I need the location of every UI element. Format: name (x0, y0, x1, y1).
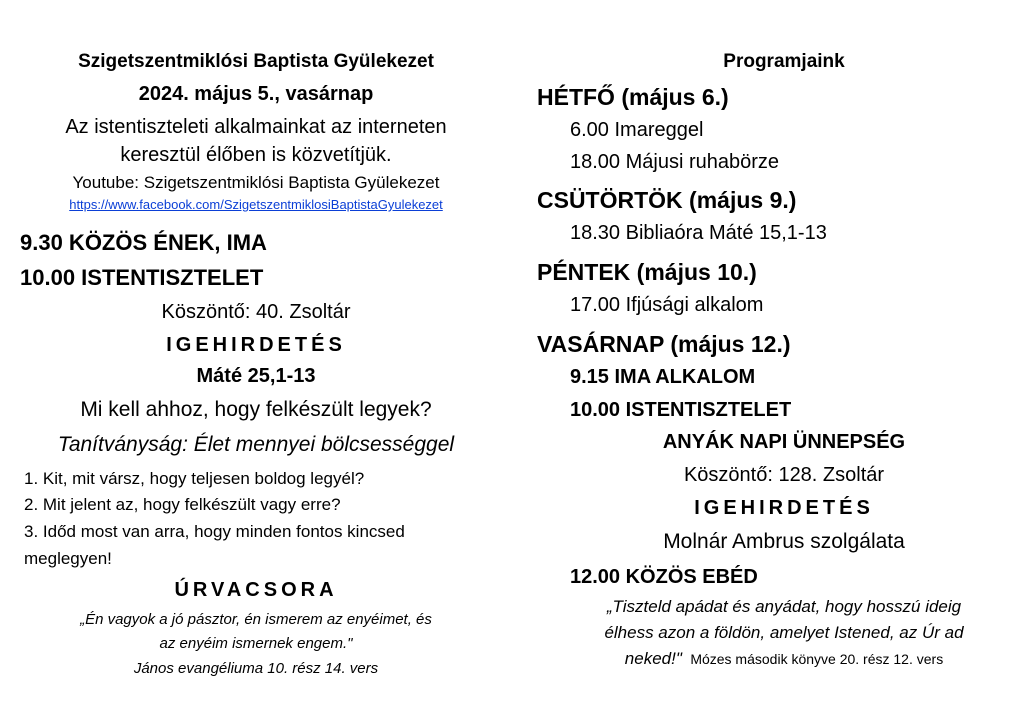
sunday-prayer: 9.15 IMA ALKALOM (570, 366, 756, 388)
thursday-heading: CSÜTÖRTÖK (május 9.) (537, 187, 797, 213)
thursday-item-1: 18.30 Bibliaóra Máté 15,1-13 (570, 222, 827, 244)
sunday-sermon-heading: IGEHIRDETÉS (694, 497, 874, 519)
greeting-psalm: Köszöntő: 40. Zsoltár (161, 301, 351, 323)
sermon-point-3-continued: meglegyen! (24, 549, 112, 568)
sermon-point-1: 1. Kit, mit vársz, hogy teljesen boldog legyél? (24, 469, 365, 488)
sunday-heading: VASÁRNAP (május 12.) (537, 331, 791, 357)
closing-quote-reference: Mózes második könyve 20. rész 12. vers (690, 651, 944, 667)
mothers-day-celebration: ANYÁK NAPI ÜNNEPSÉG (662, 431, 906, 453)
quote-line-1: „Én vagyok a jó pásztor, én ismerem az enyéimet, és (80, 611, 432, 628)
sunday-preacher: Molnár Ambrus szolgálata (663, 530, 905, 553)
sunday-greeting-psalm: Köszöntő: 128. Zsoltár (683, 464, 885, 486)
closing-quote-end: neked!" (624, 649, 682, 668)
friday-item-1: 17.00 Ifjúsági alkalom (570, 294, 764, 316)
stream-notice-line2: keresztül élőben is közvetítjük. (120, 144, 392, 166)
sermon-point-2: 2. Mit jelent az, hogy felkészült vagy erre? (24, 495, 341, 514)
monday-item-1: 6.00 Imareggel (570, 119, 704, 141)
sunday-lunch: 12.00 KÖZÖS EBÉD (570, 566, 758, 588)
facebook-link[interactable]: https://www.facebook.com/SzigetszentmiklosiBaptistaGyulekezet (69, 197, 443, 212)
monday-item-2: 18.00 Májusi ruhabörze (570, 151, 780, 173)
sermon-theme: Tanítványság: Élet mennyei bölcsességgel (57, 433, 455, 456)
service-date: 2024. május 5., vasárnap (138, 83, 374, 105)
sermon-question: Mi kell ahhoz, hogy felkészült legyek? (80, 398, 432, 421)
sunday-service: 10.00 ISTENTISZTELET (570, 399, 792, 421)
facebook-line (18, 198, 494, 211)
communion-heading: ÚRVACSORA (174, 579, 338, 601)
sermon-scripture: Máté 25,1-13 (196, 365, 316, 387)
schedule-service: 10.00 ISTENTISZTELET (20, 265, 264, 290)
church-name: Szigetszentmiklósi Baptista Gyülekezet (78, 51, 434, 72)
quote-line-2: az enyéim ismernek engem." (159, 635, 353, 652)
sermon-point-3: 3. Időd most van arra, hogy minden fontos kincsed (24, 522, 405, 541)
monday-heading: HÉTFŐ (május 6.) (537, 84, 729, 110)
stream-notice-line1: Az istentiszteleti alkalmainkat az interneten (65, 116, 447, 138)
closing-quote-line-3 (537, 650, 1024, 668)
schedule-worship: 9.30 KÖZÖS ÉNEK, IMA (20, 230, 267, 255)
closing-quote-line-2: élhess azon a földön, amelyet Istened, az Úr ad (604, 623, 964, 642)
sermon-heading: IGEHIRDETÉS (166, 334, 346, 356)
youtube-channel: Youtube: Szigetszentmiklósi Baptista Gyülekezet (72, 173, 440, 192)
friday-heading: PÉNTEK (május 10.) (537, 259, 757, 285)
closing-quote-line-1: „Tiszteld apádat és anyádat, hogy hosszú ideig (606, 597, 962, 616)
programs-title: Programjaink (723, 51, 845, 72)
quote-reference: János evangéliuma 10. rész 14. vers (133, 660, 379, 677)
